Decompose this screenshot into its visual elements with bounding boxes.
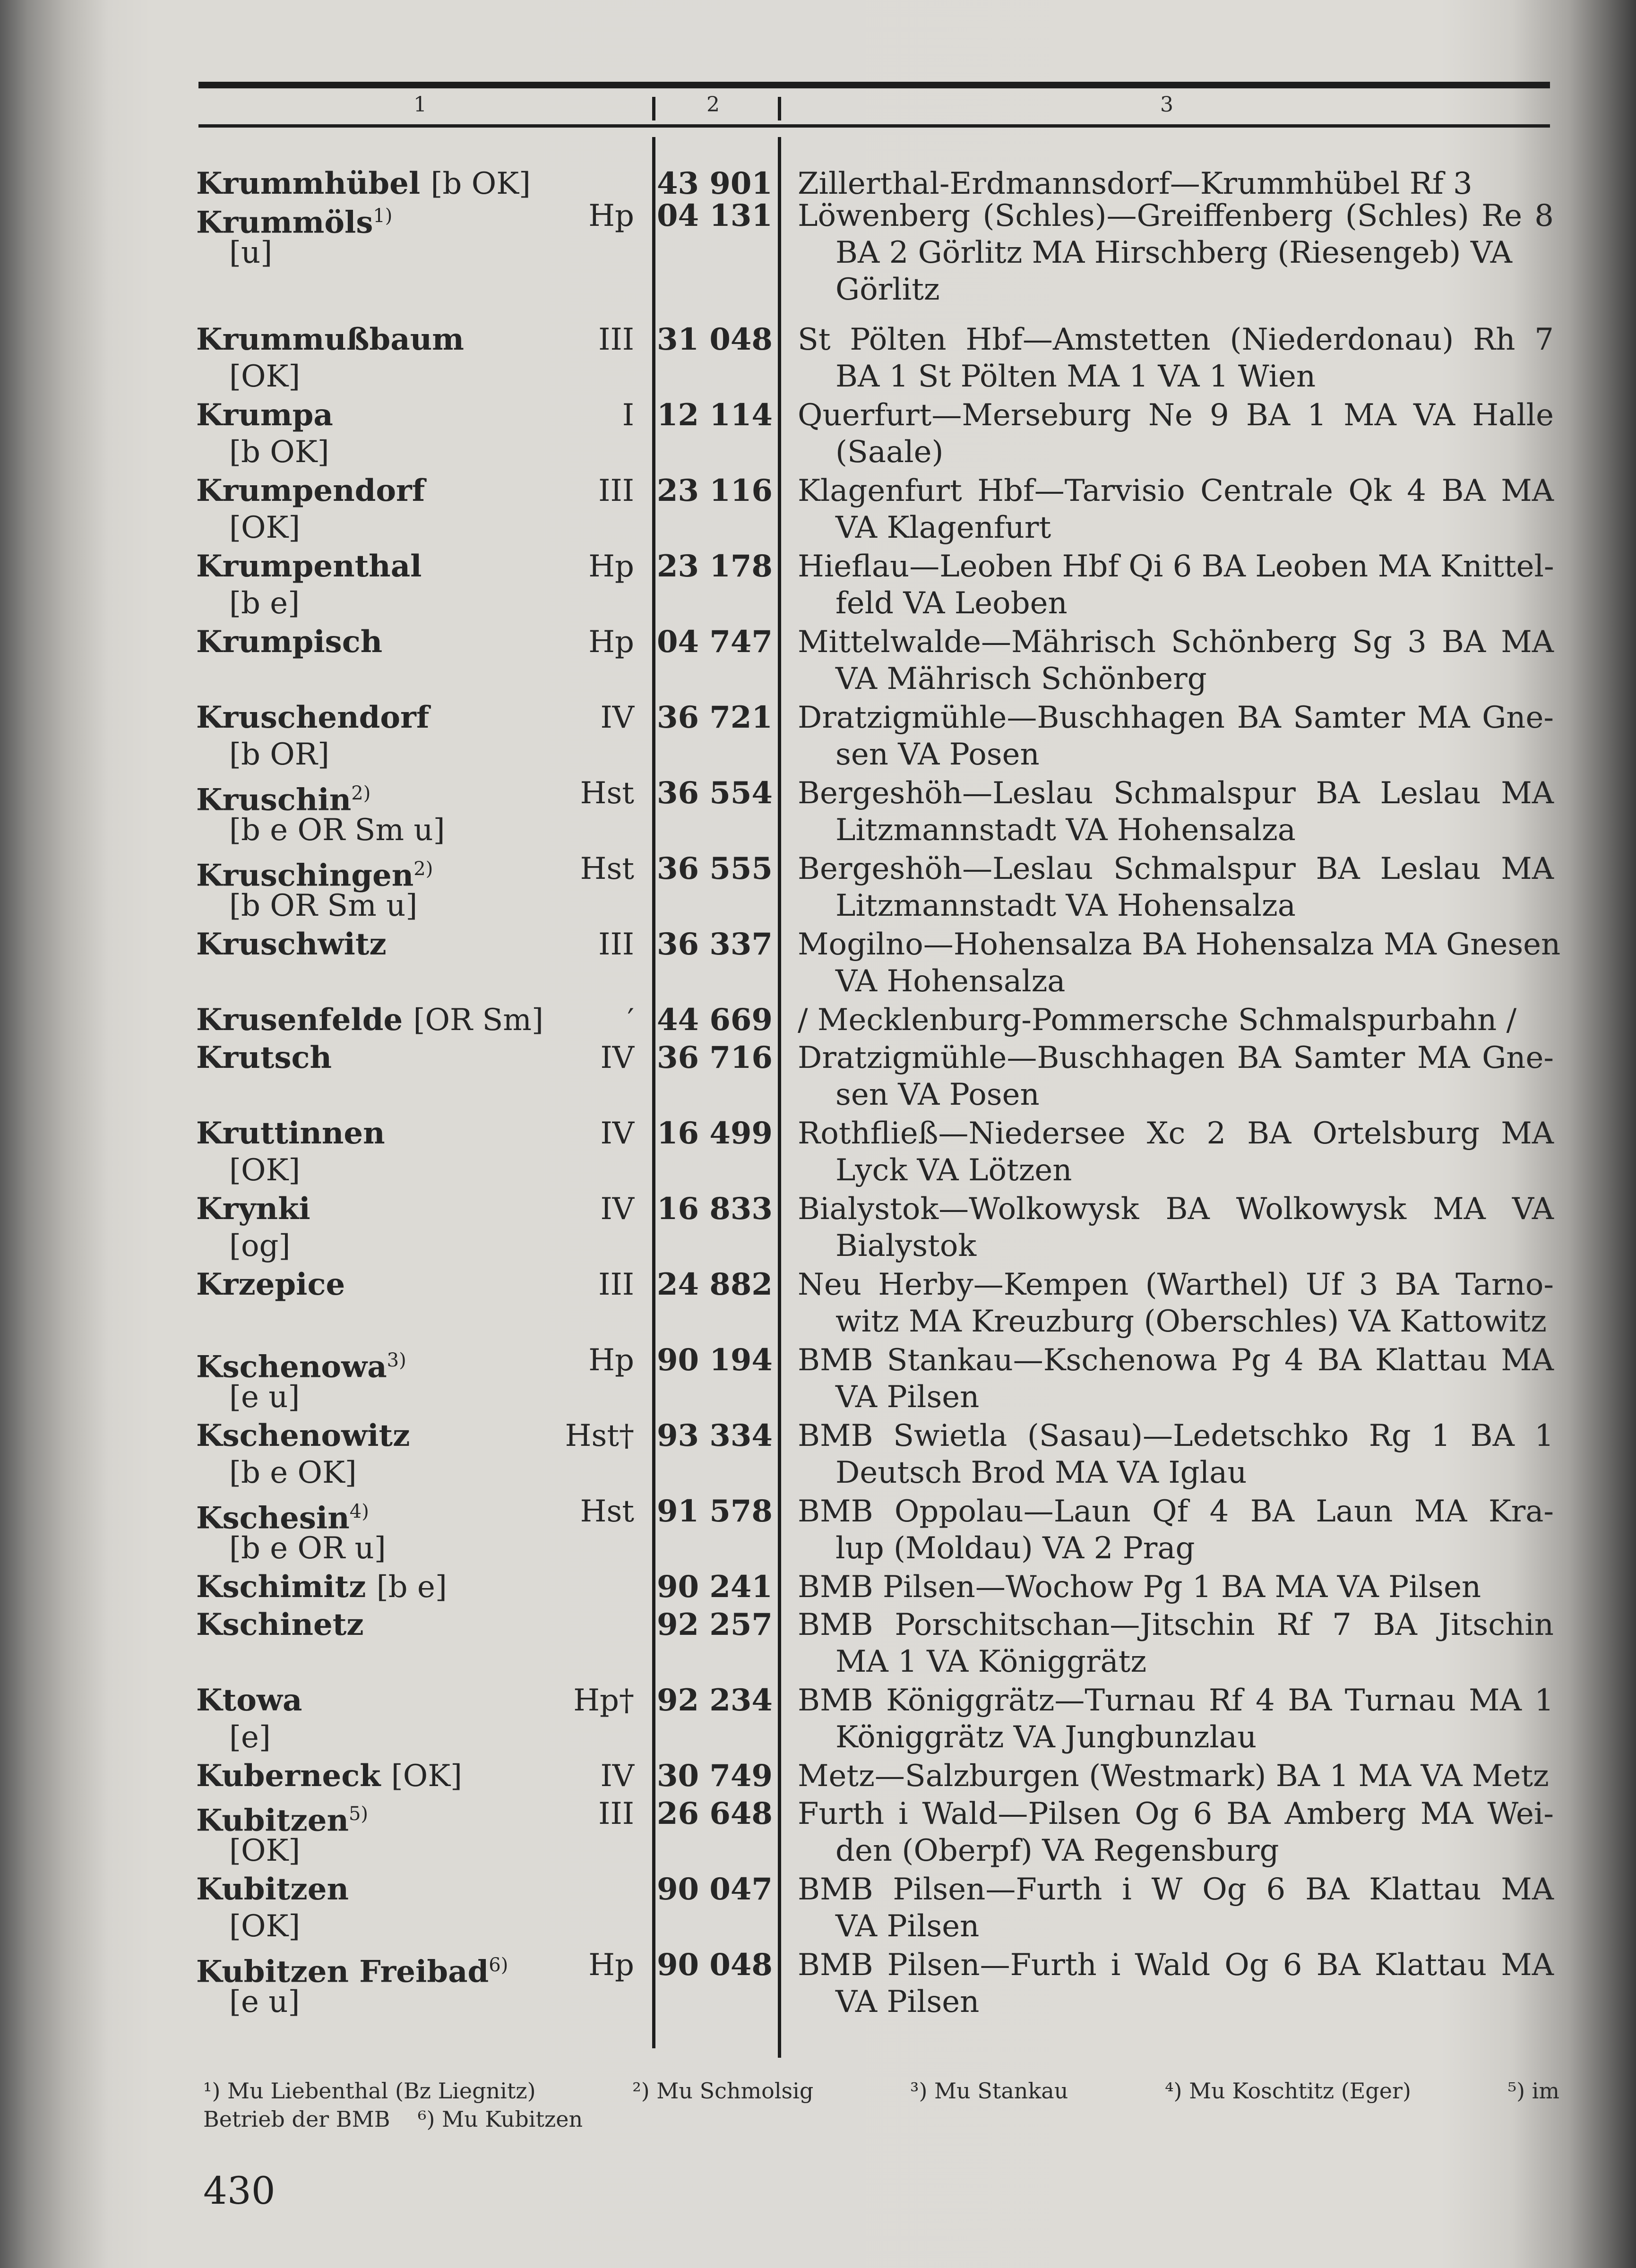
route-description: [798, 1569, 1554, 1606]
table-row: [0, 850, 1636, 921]
station-class: IV: [600, 1116, 634, 1151]
route-description: [798, 165, 1554, 202]
route-description: [798, 1115, 1554, 1189]
table-row: [0, 1606, 1636, 1677]
footnote-2: ²) Mu Schmolsig: [632, 2078, 814, 2104]
description-line: witz MA Kreuzburg (Oberschles) VA Kattowitz: [835, 1304, 1547, 1339]
description-line: BMB Pilsen—Furth i W Og 6 BA Klattau MA: [798, 1872, 1554, 1907]
station-code: [b OK]: [431, 166, 531, 201]
station-code: [e u]: [229, 1380, 300, 1415]
description-line: Bergeshöh—Leslau Schmalspur BA Leslau MA: [798, 776, 1554, 811]
description-line: Metz—Salzburgen (Westmark) BA 1 MA VA Metz: [798, 1759, 1549, 1794]
station-name: Krusenfelde: [196, 1002, 403, 1038]
description-line: VA Hohensalza: [835, 964, 1066, 999]
column-divider-head-2: [778, 97, 781, 120]
station-code: [OR Sm]: [413, 1003, 543, 1038]
table-row: [0, 1493, 1636, 1564]
station-number: 90 047: [657, 1872, 773, 1907]
route-description: [798, 548, 1554, 622]
description-line: MA 1 VA Königgrätz: [835, 1644, 1147, 1679]
station-name: Kubitzen: [196, 1872, 349, 1907]
route-description: [798, 1682, 1554, 1756]
station-name-cell: [196, 1266, 345, 1303]
route-description: [798, 1191, 1554, 1264]
footnote-marker: 2): [413, 858, 433, 880]
station-code: [OK]: [229, 1833, 301, 1868]
column-divider-head-1: [652, 97, 655, 120]
description-line: VA Pilsen: [835, 1380, 980, 1415]
description-line: feld VA Leoben: [835, 586, 1068, 621]
station-name: Krummöls: [196, 205, 373, 241]
station-class: Hst†: [565, 1418, 634, 1453]
description-line: Querfurt—Merseburg Ne 9 BA 1 MA VA Halle: [798, 398, 1554, 433]
table-row: [0, 1418, 1636, 1488]
table-row: [0, 699, 1636, 770]
description-line: BMB Königgrätz—Turnau Rf 4 BA Turnau MA 1: [798, 1683, 1554, 1718]
station-name: Ktowa: [196, 1683, 302, 1718]
route-description: [798, 397, 1554, 471]
station-name-cell: [196, 548, 422, 585]
description-line: VA Mährisch Schönberg: [835, 662, 1207, 696]
station-number: 23 116: [657, 473, 773, 508]
station-code: [b OK]: [229, 435, 329, 470]
station-class: Hp†: [573, 1683, 634, 1718]
station-name: Kruschwitz: [196, 927, 387, 962]
station-class: IV: [600, 1192, 634, 1227]
station-name-cell: [196, 198, 392, 241]
description-line: VA Pilsen: [835, 1984, 980, 2019]
footnote-marker: 2): [351, 782, 371, 804]
station-code: [b e]: [229, 586, 300, 621]
station-name-cell: [196, 165, 531, 202]
station-number: 26 648: [657, 1796, 773, 1831]
footnote-1: ¹) Mu Liebenthal (Bz Liegnitz): [203, 2078, 536, 2104]
station-name: Krumpenthal: [196, 549, 422, 584]
description-line: Görlitz: [835, 272, 940, 307]
station-number: 12 114: [657, 397, 773, 433]
station-class: Hp: [588, 1948, 634, 1983]
station-name-cell: [196, 1871, 349, 1908]
route-description: [798, 1606, 1554, 1680]
station-name-cell: [196, 472, 425, 509]
table-row: [0, 1115, 1636, 1186]
footnote-4: ⁴) Mu Koschtitz (Eger): [1165, 2078, 1411, 2104]
description-line: Mogilno—Hohensalza BA Hohensalza MA Gnesen: [798, 927, 1561, 962]
route-description: [798, 198, 1554, 308]
station-name: Kruschendorf: [196, 700, 430, 735]
station-number: 23 178: [657, 549, 773, 584]
station-class: Hst: [580, 1494, 634, 1529]
station-class: III: [598, 473, 634, 508]
station-code: [OK]: [229, 1153, 301, 1188]
route-description: [798, 321, 1554, 395]
station-number: 90 194: [657, 1342, 773, 1378]
description-line: Deutsch Brod MA VA Iglau: [835, 1455, 1247, 1490]
route-description: [798, 624, 1554, 697]
description-line: BMB Pilsen—Furth i Wald Og 6 BA Klattau MA: [798, 1948, 1554, 1983]
station-name-cell: [196, 624, 382, 661]
column-number-1: 1: [413, 93, 427, 117]
route-description: [798, 1002, 1554, 1039]
column-number-2: 2: [706, 93, 720, 117]
station-number: 16 499: [657, 1116, 773, 1151]
station-name: Kschimitz: [196, 1569, 366, 1605]
page-number: 430: [203, 2169, 276, 2213]
table-row: [0, 1266, 1636, 1337]
description-line: BMB Porschitschan—Jitschin Rf 7 BA Jitschin: [798, 1607, 1554, 1642]
station-name-cell: [196, 1342, 406, 1385]
header-rule: [198, 124, 1550, 128]
station-name-cell: [196, 1115, 385, 1152]
station-name: Krumpendorf: [196, 473, 425, 508]
station-name-cell: [196, 1418, 410, 1454]
station-code: [og]: [229, 1228, 291, 1263]
column-number-3: 3: [1160, 93, 1173, 117]
station-class: IV: [600, 700, 634, 735]
station-number: 24 882: [657, 1267, 773, 1302]
description-line: Furth i Wald—Pilsen Og 6 BA Amberg MA Wei-: [798, 1796, 1554, 1831]
route-description: [798, 1947, 1554, 2020]
route-description: [798, 1796, 1554, 1869]
station-name: Krummhübel: [196, 166, 421, 201]
description-line: BMB Stankau—Kschenowa Pg 4 BA Klattau MA: [798, 1343, 1554, 1378]
footnote-5: ⁵) im: [1507, 2078, 1559, 2104]
table-row: [0, 397, 1636, 468]
top-rule: [198, 82, 1550, 88]
station-number: 44 669: [657, 1002, 773, 1038]
station-name: Krzepice: [196, 1267, 345, 1302]
station-number: 92 234: [657, 1683, 773, 1718]
station-number: 36 337: [657, 927, 773, 962]
description-line: lup (Moldau) VA 2 Prag: [835, 1531, 1195, 1566]
station-name-cell: [196, 1758, 462, 1795]
station-number: 30 749: [657, 1758, 773, 1794]
table-row: [0, 775, 1636, 846]
station-code: [u]: [229, 235, 273, 270]
description-line: Löwenberg (Schles)—Greiffenberg (Schles) Re 8: [798, 198, 1554, 233]
station-number: 36 554: [657, 775, 773, 811]
table-row: [0, 1682, 1636, 1753]
station-code: [OK]: [391, 1759, 462, 1794]
description-line: BMB Pilsen—Wochow Pg 1 BA MA VA Pilsen: [798, 1570, 1481, 1605]
station-name: Kruschin: [196, 782, 352, 818]
station-number: 04 131: [657, 198, 773, 233]
description-line: Neu Herby—Kempen (Warthel) Uf 3 BA Tarno-: [798, 1267, 1554, 1302]
station-name-cell: [196, 1682, 302, 1719]
station-number: 92 257: [657, 1607, 773, 1642]
description-line: BMB Swietla (Sasau)—Ledetschko Rg 1 BA 1: [798, 1418, 1554, 1453]
table-row: [0, 624, 1636, 695]
description-line: den (Oberpf) VA Regensburg: [835, 1833, 1279, 1868]
station-name-cell: [196, 1191, 310, 1228]
station-name: Krumpisch: [196, 624, 383, 660]
table-row: [0, 1947, 1636, 2018]
description-line: BA 2 Görlitz MA Hirschberg (Riesengeb) VA: [835, 235, 1512, 270]
station-code: [b OR Sm u]: [229, 888, 418, 923]
description-line: Hieflau—Leoben Hbf Qi 6 BA Leoben MA Knittel-: [798, 549, 1554, 584]
description-line: Mittelwalde—Mährisch Schönberg Sg 3 BA MA: [798, 625, 1554, 660]
table-row: [0, 926, 1636, 997]
station-class: Hst: [580, 851, 634, 886]
table-row: [0, 1796, 1636, 1866]
station-name: Kschinetz: [196, 1607, 364, 1642]
station-code: [OK]: [229, 1909, 301, 1944]
footnote-marker: 6): [489, 1954, 508, 1976]
station-number: 36 555: [657, 851, 773, 886]
table-row: [0, 472, 1636, 543]
route-description: [798, 472, 1554, 546]
description-line: sen VA Posen: [835, 1077, 1040, 1112]
station-name-cell: [196, 1569, 447, 1606]
station-code: [OK]: [229, 359, 301, 394]
table-row: [0, 1040, 1636, 1110]
station-code: [b e OR Sm u]: [229, 813, 445, 848]
station-number: 16 833: [657, 1191, 773, 1227]
station-code: [b e]: [376, 1570, 447, 1605]
description-line: Klagenfurt Hbf—Tarvisio Centrale Qk 4 BA MA: [798, 473, 1554, 508]
station-class: III: [598, 322, 634, 357]
station-code: [b e OR u]: [229, 1531, 386, 1566]
station-code: [b e OK]: [229, 1455, 357, 1490]
route-description: [798, 1758, 1554, 1795]
footnote-5-cont: Betrieb der BMB: [203, 2106, 390, 2132]
description-line: BMB Oppolau—Laun Qf 4 BA Laun MA Kra-: [798, 1494, 1554, 1529]
station-number: 91 578: [657, 1494, 773, 1529]
footnote-marker: 4): [349, 1501, 369, 1522]
table-row: [0, 1191, 1636, 1262]
station-code: [OK]: [229, 510, 301, 545]
footnotes: [203, 2077, 1559, 2133]
station-number: 90 241: [657, 1569, 773, 1605]
description-line: Bergeshöh—Leslau Schmalspur BA Leslau MA: [798, 851, 1554, 886]
description-line: Litzmannstadt VA Hohensalza: [835, 888, 1296, 923]
station-name: Krumpa: [196, 397, 333, 433]
station-name: Krynki: [196, 1191, 310, 1227]
station-class: III: [598, 1796, 634, 1831]
station-number: 36 716: [657, 1040, 773, 1075]
description-line: Rothfließ—Niedersee Xc 2 BA Ortelsburg MA: [798, 1116, 1554, 1151]
station-class: Hp: [588, 1343, 634, 1378]
station-name: Kschesin: [196, 1500, 350, 1536]
description-line: VA Klagenfurt: [835, 510, 1051, 545]
table-row: [0, 548, 1636, 619]
station-class: Hp: [588, 549, 634, 584]
station-class: ′: [627, 1003, 634, 1038]
station-name: Krutsch: [196, 1040, 332, 1075]
description-line: Lyck VA Lötzen: [835, 1153, 1072, 1188]
footnote-3: ³) Mu Stankau: [910, 2078, 1068, 2104]
description-line: Königgrätz VA Jungbunzlau: [835, 1720, 1257, 1755]
route-description: [798, 699, 1554, 773]
route-description: [798, 775, 1554, 849]
description-line: sen VA Posen: [835, 737, 1040, 772]
route-description: [798, 1040, 1554, 1113]
station-class: III: [598, 1267, 634, 1302]
station-name-cell: [196, 397, 333, 434]
footnote-6: ⁶) Mu Kubitzen: [418, 2106, 583, 2132]
route-description: [798, 1342, 1554, 1416]
description-line: Bialystok: [835, 1228, 977, 1263]
station-name-cell: [196, 926, 387, 963]
description-line: (Saale): [835, 435, 944, 470]
table-row: [0, 198, 1636, 307]
description-line: Dratzigmühle—Buschhagen BA Samter MA Gne-: [798, 700, 1554, 735]
route-description: [798, 1493, 1554, 1567]
route-description: [798, 1418, 1554, 1491]
station-name-cell: [196, 1002, 543, 1039]
station-class: Hst: [580, 776, 634, 811]
station-name-cell: [196, 699, 429, 736]
station-name: Kruschingen: [196, 858, 414, 893]
station-class: IV: [600, 1759, 634, 1794]
description-line: Zillerthal-Erdmannsdorf—Krummhübel Rf 3: [798, 166, 1472, 201]
station-name-cell: [196, 321, 464, 358]
station-name: Krummußbaum: [196, 322, 464, 357]
station-name: Kubitzen: [196, 1803, 349, 1838]
station-name-cell: [196, 1040, 332, 1076]
table-row: [0, 1342, 1636, 1413]
station-code: [e]: [229, 1720, 271, 1755]
station-code: [b OR]: [229, 737, 329, 772]
station-class: I: [622, 398, 634, 433]
station-name: Kschenowa: [196, 1349, 387, 1385]
route-description: [798, 850, 1554, 924]
station-name: Kruttinnen: [196, 1116, 385, 1151]
station-name-cell: [196, 1606, 364, 1643]
route-description: [798, 1871, 1554, 1945]
station-number: 31 048: [657, 322, 773, 357]
description-line: / Mecklenburg-Pommersche Schmalspurbahn /: [798, 1003, 1517, 1038]
station-number: 90 048: [657, 1947, 773, 1983]
station-name: Kuberneck: [196, 1758, 381, 1794]
table-row: [0, 1871, 1636, 1942]
station-number: 36 721: [657, 700, 773, 735]
footnote-marker: 5): [348, 1803, 369, 1825]
description-line: Dratzigmühle—Buschhagen BA Samter MA Gne-: [798, 1040, 1554, 1075]
footnote-marker: 1): [373, 205, 393, 227]
station-name: Kschenowitz: [196, 1418, 410, 1453]
station-class: III: [598, 927, 634, 962]
route-description: [798, 1266, 1554, 1340]
description-line: VA Pilsen: [835, 1909, 980, 1944]
station-name: Kubitzen Freibad: [196, 1954, 489, 1990]
description-line: Bialystok—Wolkowysk BA Wolkowysk MA VA: [798, 1192, 1554, 1227]
station-class: IV: [600, 1040, 634, 1075]
description-line: BA 1 St Pölten MA 1 VA 1 Wien: [835, 359, 1316, 394]
description-line: St Pölten Hbf—Amstetten (Niederdonau) Rh 7: [798, 322, 1554, 357]
station-class: Hp: [588, 198, 634, 233]
route-description: [798, 926, 1561, 1000]
station-number: 43 901: [657, 166, 773, 201]
description-line: Litzmannstadt VA Hohensalza: [835, 813, 1296, 848]
table-row: [0, 321, 1636, 392]
station-number: 04 747: [657, 624, 773, 660]
station-code: [e u]: [229, 1984, 300, 2019]
footnote-marker: 3): [387, 1349, 406, 1371]
station-number: 93 334: [657, 1418, 773, 1453]
station-class: Hp: [588, 625, 634, 660]
